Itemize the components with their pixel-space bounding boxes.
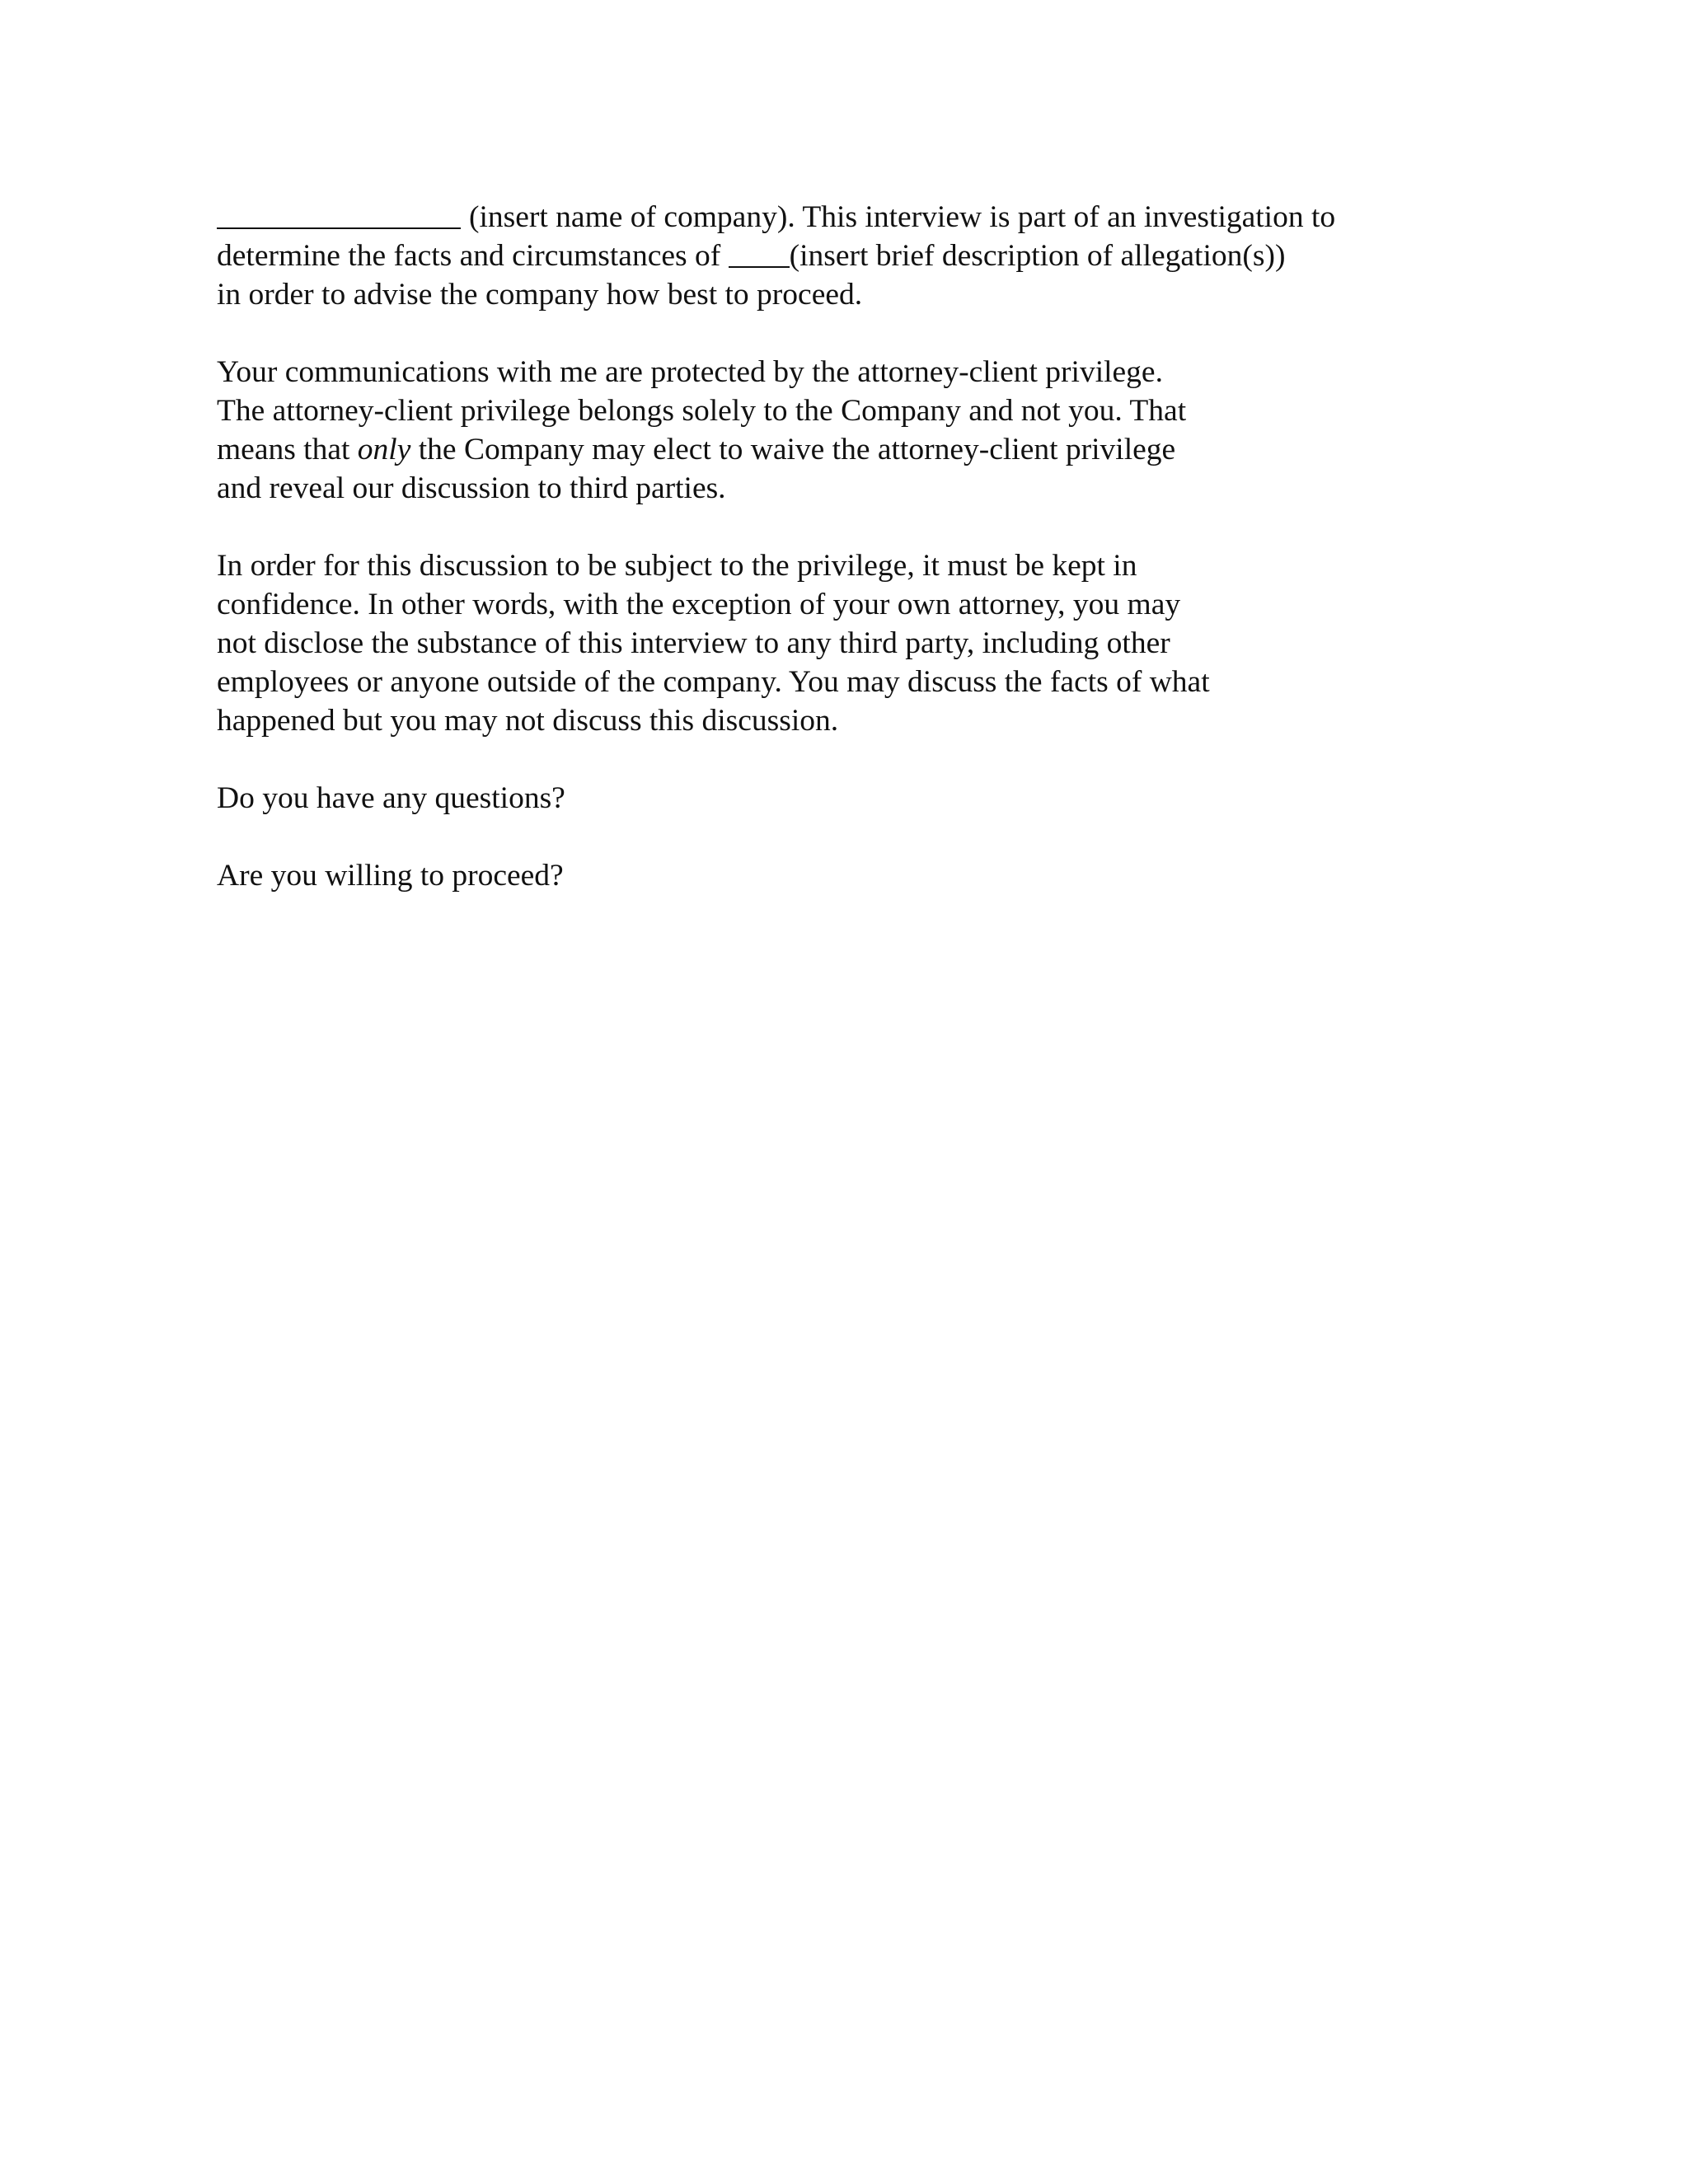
- intro-line-2-after-text: (insert brief description of allegation(s)): [789, 239, 1286, 273]
- intro-line-3: in order to advise the company how best to proceed.: [217, 278, 863, 312]
- confidentiality-line-5: happened but you may not discuss this discussion.: [217, 704, 839, 738]
- paragraph-intro: [217, 198, 1503, 314]
- confidentiality-line-1: In order for this discussion to be subject to the privilege, it must be kept in: [217, 549, 1137, 583]
- privilege-line-3-end: the Company may elect to waive the attorney-client privilege: [418, 433, 1176, 466]
- question-any-questions: Do you have any questions?: [217, 781, 565, 815]
- privilege-line-1: Your communications with me are protected by the attorney-client privilege.: [217, 355, 1163, 389]
- privilege-line-3-start: means that: [217, 433, 350, 466]
- intro-line-2-text: determine the facts and circumstances of: [217, 239, 721, 273]
- confidentiality-line-2: confidence. In other words, with the exception of your own attorney, you may: [217, 588, 1181, 621]
- privilege-line-2: The attorney-client privilege belongs solely to the Company and not you. That: [217, 394, 1187, 428]
- company-name-blank: [217, 203, 461, 229]
- paragraph-privilege: [217, 353, 1503, 508]
- privilege-line-4: and reveal our discussion to third parties.: [217, 471, 726, 505]
- allegation-blank: [729, 241, 790, 268]
- document-body: [217, 198, 1503, 934]
- confidentiality-line-3: not disclose the substance of this interview to any third party, including other: [217, 626, 1170, 660]
- intro-line-1: [217, 198, 1503, 237]
- intro-line-2: [217, 237, 1503, 275]
- paragraph-confidentiality: [217, 546, 1503, 740]
- intro-line-1-text: (insert name of company). This interview is part of an investigation to: [469, 200, 1336, 234]
- confidentiality-line-4: employees or anyone outside of the company. You may discuss the facts of what: [217, 665, 1210, 699]
- question-willing-to-proceed: Are you willing to proceed?: [217, 859, 564, 893]
- privilege-emphasis: only: [357, 433, 411, 466]
- privilege-line-3: [217, 430, 1503, 469]
